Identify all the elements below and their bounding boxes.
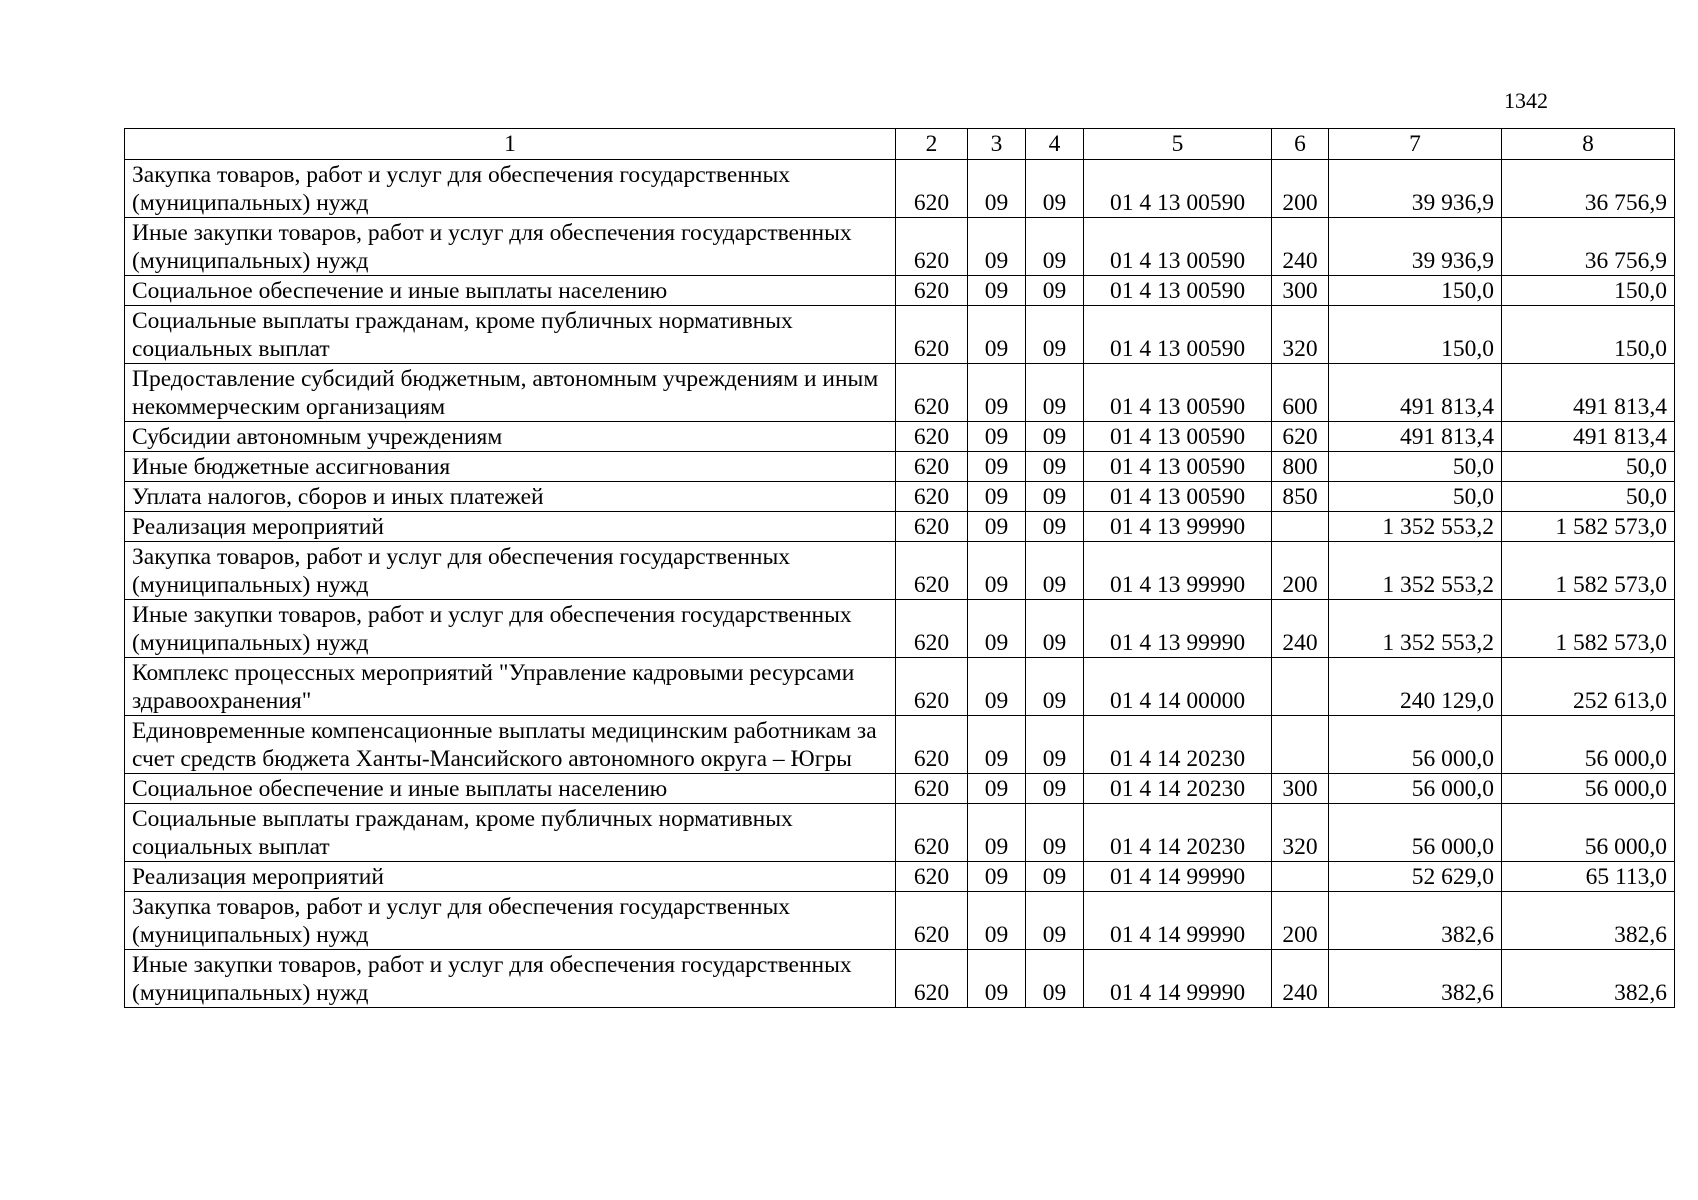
amount-year1-cell: 39 936,9 (1329, 218, 1502, 276)
subsection-cell: 09 (1026, 512, 1084, 542)
table-row (125, 452, 1675, 482)
row-name-cell: Комплекс процессных мероприятий "Управление кадровыми ресурсами здравоохранения" (125, 658, 896, 716)
table-row (125, 658, 1675, 716)
expense-type-cell: 240 (1272, 600, 1329, 658)
expense-type-cell: 800 (1272, 452, 1329, 482)
expense-type-cell: 600 (1272, 364, 1329, 422)
gov-code-cell: 620 (896, 512, 968, 542)
expense-type-cell: 200 (1272, 542, 1329, 600)
subsection-cell: 09 (1026, 600, 1084, 658)
row-name-cell: Субсидии автономным учреждениям (125, 422, 896, 452)
expense-type-cell: 300 (1272, 276, 1329, 306)
row-name-cell: Единовременные компенсационные выплаты медицинским работникам за счет средств бюджета Ханты-Мансийского автономного округа – Югры (125, 716, 896, 774)
gov-code-cell: 620 (896, 600, 968, 658)
amount-year1-cell: 52 629,0 (1329, 862, 1502, 892)
subsection-cell: 09 (1026, 218, 1084, 276)
amount-year2-cell: 56 000,0 (1502, 804, 1675, 862)
section-cell: 09 (968, 774, 1026, 804)
table-row (125, 364, 1675, 422)
amount-year2-cell: 56 000,0 (1502, 774, 1675, 804)
expense-type-cell (1272, 716, 1329, 774)
table-row (125, 542, 1675, 600)
subsection-cell: 09 (1026, 658, 1084, 716)
gov-code-cell: 620 (896, 950, 968, 1008)
column-header: 5 (1084, 129, 1272, 160)
table-row (125, 218, 1675, 276)
gov-code-cell: 620 (896, 276, 968, 306)
target-article-cell: 01 4 13 00590 (1084, 306, 1272, 364)
section-cell: 09 (968, 276, 1026, 306)
section-cell: 09 (968, 600, 1026, 658)
amount-year2-cell: 491 813,4 (1502, 364, 1675, 422)
row-name-cell: Реализация мероприятий (125, 862, 896, 892)
gov-code-cell: 620 (896, 542, 968, 600)
section-cell: 09 (968, 452, 1026, 482)
section-cell: 09 (968, 542, 1026, 600)
amount-year1-cell: 1 352 553,2 (1329, 600, 1502, 658)
target-article-cell: 01 4 13 00590 (1084, 218, 1272, 276)
gov-code-cell: 620 (896, 482, 968, 512)
row-name-cell: Закупка товаров, работ и услуг для обеспечения государственных (муниципальных) нужд (125, 892, 896, 950)
expense-type-cell: 240 (1272, 950, 1329, 1008)
target-article-cell: 01 4 14 99990 (1084, 892, 1272, 950)
section-cell: 09 (968, 716, 1026, 774)
subsection-cell: 09 (1026, 422, 1084, 452)
row-name-cell: Уплата налогов, сборов и иных платежей (125, 482, 896, 512)
table-row (125, 716, 1675, 774)
target-article-cell: 01 4 14 20230 (1084, 804, 1272, 862)
subsection-cell: 09 (1026, 160, 1084, 218)
section-cell: 09 (968, 218, 1026, 276)
amount-year1-cell: 491 813,4 (1329, 422, 1502, 452)
expense-type-cell: 300 (1272, 774, 1329, 804)
gov-code-cell: 620 (896, 422, 968, 452)
section-cell: 09 (968, 364, 1026, 422)
section-cell: 09 (968, 892, 1026, 950)
amount-year2-cell: 36 756,9 (1502, 160, 1675, 218)
expense-type-cell: 320 (1272, 804, 1329, 862)
column-header: 1 (125, 129, 896, 160)
subsection-cell: 09 (1026, 542, 1084, 600)
column-header: 4 (1026, 129, 1084, 160)
amount-year2-cell: 1 582 573,0 (1502, 600, 1675, 658)
amount-year1-cell: 50,0 (1329, 482, 1502, 512)
table-row (125, 306, 1675, 364)
table-row (125, 804, 1675, 862)
target-article-cell: 01 4 13 00590 (1084, 364, 1272, 422)
target-article-cell: 01 4 14 99990 (1084, 950, 1272, 1008)
expense-type-cell (1272, 512, 1329, 542)
table-row (125, 950, 1675, 1008)
amount-year1-cell: 50,0 (1329, 452, 1502, 482)
expense-type-cell: 320 (1272, 306, 1329, 364)
amount-year2-cell: 50,0 (1502, 482, 1675, 512)
expense-type-cell (1272, 862, 1329, 892)
column-header: 3 (968, 129, 1026, 160)
amount-year2-cell: 382,6 (1502, 892, 1675, 950)
table-row (125, 774, 1675, 804)
target-article-cell: 01 4 13 00590 (1084, 276, 1272, 306)
amount-year2-cell: 50,0 (1502, 452, 1675, 482)
subsection-cell: 09 (1026, 716, 1084, 774)
target-article-cell: 01 4 14 20230 (1084, 716, 1272, 774)
target-article-cell: 01 4 13 99990 (1084, 542, 1272, 600)
gov-code-cell: 620 (896, 452, 968, 482)
budget-table (124, 128, 1675, 1008)
amount-year2-cell: 65 113,0 (1502, 862, 1675, 892)
table-row (125, 160, 1675, 218)
table-row (125, 862, 1675, 892)
target-article-cell: 01 4 13 99990 (1084, 512, 1272, 542)
subsection-cell: 09 (1026, 950, 1084, 1008)
amount-year1-cell: 150,0 (1329, 306, 1502, 364)
table-row (125, 482, 1675, 512)
table-row (125, 512, 1675, 542)
subsection-cell: 09 (1026, 892, 1084, 950)
subsection-cell: 09 (1026, 862, 1084, 892)
section-cell: 09 (968, 512, 1026, 542)
subsection-cell: 09 (1026, 364, 1084, 422)
row-name-cell: Иные закупки товаров, работ и услуг для обеспечения государственных (муниципальных) нужд (125, 218, 896, 276)
table-row (125, 276, 1675, 306)
row-name-cell: Реализация мероприятий (125, 512, 896, 542)
subsection-cell: 09 (1026, 774, 1084, 804)
gov-code-cell: 620 (896, 804, 968, 862)
table-body (125, 160, 1675, 1008)
gov-code-cell: 620 (896, 892, 968, 950)
section-cell: 09 (968, 306, 1026, 364)
amount-year2-cell: 150,0 (1502, 276, 1675, 306)
expense-type-cell: 200 (1272, 160, 1329, 218)
row-name-cell: Иные бюджетные ассигнования (125, 452, 896, 482)
subsection-cell: 09 (1026, 804, 1084, 862)
amount-year1-cell: 56 000,0 (1329, 774, 1502, 804)
expense-type-cell: 850 (1272, 482, 1329, 512)
amount-year1-cell: 382,6 (1329, 892, 1502, 950)
target-article-cell: 01 4 14 00000 (1084, 658, 1272, 716)
row-name-cell: Иные закупки товаров, работ и услуг для обеспечения государственных (муниципальных) нужд (125, 950, 896, 1008)
section-cell: 09 (968, 862, 1026, 892)
table-row (125, 422, 1675, 452)
table-row (125, 892, 1675, 950)
gov-code-cell: 620 (896, 862, 968, 892)
amount-year2-cell: 1 582 573,0 (1502, 542, 1675, 600)
subsection-cell: 09 (1026, 276, 1084, 306)
section-cell: 09 (968, 482, 1026, 512)
row-name-cell: Закупка товаров, работ и услуг для обеспечения государственных (муниципальных) нужд (125, 160, 896, 218)
gov-code-cell: 620 (896, 306, 968, 364)
column-header: 6 (1272, 129, 1329, 160)
gov-code-cell: 620 (896, 160, 968, 218)
expense-type-cell (1272, 658, 1329, 716)
amount-year2-cell: 382,6 (1502, 950, 1675, 1008)
table-header-row (125, 129, 1675, 160)
table-row (125, 600, 1675, 658)
row-name-cell: Закупка товаров, работ и услуг для обеспечения государственных (муниципальных) нужд (125, 542, 896, 600)
amount-year2-cell: 150,0 (1502, 306, 1675, 364)
target-article-cell: 01 4 13 00590 (1084, 482, 1272, 512)
section-cell: 09 (968, 160, 1026, 218)
expense-type-cell: 620 (1272, 422, 1329, 452)
page-number: 1342 (1504, 88, 1548, 113)
expense-type-cell: 240 (1272, 218, 1329, 276)
amount-year1-cell: 1 352 553,2 (1329, 512, 1502, 542)
gov-code-cell: 620 (896, 364, 968, 422)
row-name-cell: Социальное обеспечение и иные выплаты населению (125, 774, 896, 804)
gov-code-cell: 620 (896, 716, 968, 774)
amount-year2-cell: 36 756,9 (1502, 218, 1675, 276)
section-cell: 09 (968, 804, 1026, 862)
target-article-cell: 01 4 13 99990 (1084, 600, 1272, 658)
gov-code-cell: 620 (896, 774, 968, 804)
section-cell: 09 (968, 422, 1026, 452)
amount-year1-cell: 382,6 (1329, 950, 1502, 1008)
expense-type-cell: 200 (1272, 892, 1329, 950)
row-name-cell: Социальные выплаты гражданам, кроме публичных нормативных социальных выплат (125, 306, 896, 364)
target-article-cell: 01 4 14 99990 (1084, 862, 1272, 892)
amount-year1-cell: 491 813,4 (1329, 364, 1502, 422)
gov-code-cell: 620 (896, 658, 968, 716)
row-name-cell: Иные закупки товаров, работ и услуг для обеспечения государственных (муниципальных) нужд (125, 600, 896, 658)
amount-year1-cell: 150,0 (1329, 276, 1502, 306)
column-header: 8 (1502, 129, 1675, 160)
column-header: 2 (896, 129, 968, 160)
target-article-cell: 01 4 13 00590 (1084, 422, 1272, 452)
gov-code-cell: 620 (896, 218, 968, 276)
amount-year2-cell: 56 000,0 (1502, 716, 1675, 774)
column-header: 7 (1329, 129, 1502, 160)
section-cell: 09 (968, 658, 1026, 716)
amount-year2-cell: 491 813,4 (1502, 422, 1675, 452)
subsection-cell: 09 (1026, 482, 1084, 512)
amount-year1-cell: 56 000,0 (1329, 716, 1502, 774)
amount-year1-cell: 1 352 553,2 (1329, 542, 1502, 600)
amount-year2-cell: 252 613,0 (1502, 658, 1675, 716)
row-name-cell: Социальные выплаты гражданам, кроме публичных нормативных социальных выплат (125, 804, 896, 862)
target-article-cell: 01 4 14 20230 (1084, 774, 1272, 804)
amount-year2-cell: 1 582 573,0 (1502, 512, 1675, 542)
section-cell: 09 (968, 950, 1026, 1008)
amount-year1-cell: 39 936,9 (1329, 160, 1502, 218)
target-article-cell: 01 4 13 00590 (1084, 452, 1272, 482)
amount-year1-cell: 240 129,0 (1329, 658, 1502, 716)
row-name-cell: Предоставление субсидий бюджетным, автономным учреждениям и иным некоммерческим организациям (125, 364, 896, 422)
subsection-cell: 09 (1026, 306, 1084, 364)
target-article-cell: 01 4 13 00590 (1084, 160, 1272, 218)
subsection-cell: 09 (1026, 452, 1084, 482)
amount-year1-cell: 56 000,0 (1329, 804, 1502, 862)
row-name-cell: Социальное обеспечение и иные выплаты населению (125, 276, 896, 306)
